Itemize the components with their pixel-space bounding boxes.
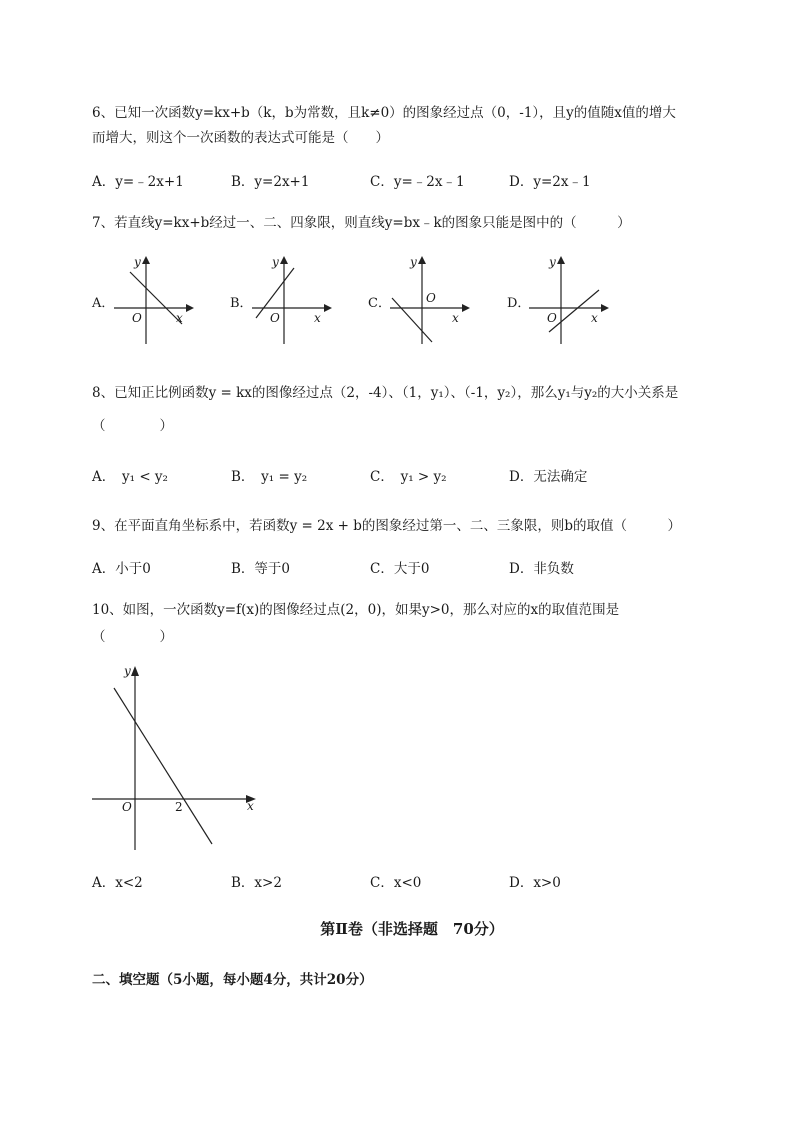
q10-text-line2: （ ） bbox=[92, 629, 173, 645]
y-axis-label: y bbox=[549, 255, 556, 269]
q7-graph-a bbox=[110, 252, 200, 347]
q8-option-d: D．无法确定 bbox=[509, 469, 588, 485]
origin-label: O bbox=[426, 291, 436, 305]
section2-subtitle: 二、填空题（5小题，每小题4分，共计20分） bbox=[92, 972, 373, 988]
q10-option-d: D．x>0 bbox=[509, 875, 561, 891]
q10-option-b: B．x>2 bbox=[231, 875, 282, 891]
q7-graph-c-label: C． bbox=[368, 296, 391, 311]
y-axis-label: y bbox=[272, 255, 279, 269]
q9-option-d: D．非负数 bbox=[509, 561, 574, 577]
q10-graph bbox=[88, 660, 268, 855]
q6-option-c: C．y=﹣2x﹣1 bbox=[370, 174, 465, 190]
q8-options bbox=[92, 465, 732, 485]
q7-graph-b bbox=[248, 252, 338, 347]
q9-option-a: A．小于0 bbox=[92, 561, 151, 577]
q8-text-line1: 8、已知正比例函数y = kx的图像经过点（2，-4）、（1，y₁）、（-1，y₂），那么y₁与y₂的大小关系是 bbox=[92, 385, 679, 401]
origin-label: O bbox=[270, 311, 280, 325]
q10-option-a: A．x<2 bbox=[92, 875, 143, 891]
q9-text: 9、在平面直角坐标系中，若函数y = 2x + b的图象经过第一、二、三象限，则b的取值（ ） bbox=[92, 518, 681, 534]
x-axis-label: x bbox=[452, 311, 459, 325]
q8-option-a: A． y₁ < y₂ bbox=[92, 469, 168, 485]
q7-graph-c bbox=[386, 252, 476, 347]
x-tick-2-label: 2 bbox=[175, 800, 183, 814]
q6-option-a: A．y=﹣2x+1 bbox=[92, 174, 184, 190]
q7-graph-b-label: B． bbox=[230, 296, 253, 311]
x-axis-label: x bbox=[247, 799, 254, 813]
q8-option-c: C． y₁ > y₂ bbox=[370, 469, 447, 485]
q6-option-d: D．y=2x﹣1 bbox=[509, 174, 591, 190]
origin-label: O bbox=[547, 311, 557, 325]
y-axis-label: y bbox=[124, 664, 131, 678]
q6-text-line2: 而增大，则这个一次函数的表达式可能是（ ） bbox=[92, 130, 389, 146]
y-axis-label: y bbox=[134, 255, 141, 269]
q7-graph-a-label: A． bbox=[92, 296, 115, 311]
x-axis-label: x bbox=[591, 311, 598, 325]
q10-text-line1: 10、如图，一次函数y=f(x)的图像经过点(2，0)，如果y>0，那么对应的x的取值范围是 bbox=[92, 602, 620, 618]
q9-option-b: B．等于0 bbox=[231, 561, 291, 577]
q6-text-line1: 6、已知一次函数y=kx+b（k，b为常数，且k≠0）的图象经过点（0，-1），且y的值随x值的增大 bbox=[92, 105, 676, 121]
x-axis-label: x bbox=[314, 311, 321, 325]
q7-text: 7、若直线y=kx+b经过一、二、四象限，则直线y=bx﹣k的图象只能是图中的（ ） bbox=[92, 215, 631, 231]
q6-options bbox=[92, 170, 732, 190]
q6-option-b: B．y=2x+1 bbox=[231, 174, 310, 190]
origin-label: O bbox=[122, 800, 132, 814]
section2-title: 第Ⅱ卷（非选择题 70分） bbox=[320, 920, 504, 938]
q10-option-c: C．x<0 bbox=[370, 875, 422, 891]
q10-options bbox=[92, 871, 732, 891]
q9-option-c: C．大于0 bbox=[370, 561, 430, 577]
x-axis-label: x bbox=[176, 311, 183, 325]
q10-function-line bbox=[114, 688, 212, 844]
q7-graph-d-label: D． bbox=[507, 296, 531, 311]
q8-option-b: B． y₁ = y₂ bbox=[231, 469, 308, 485]
q8-text-line2: （ ） bbox=[92, 418, 173, 434]
y-axis-label: y bbox=[410, 255, 417, 269]
q9-options bbox=[92, 557, 732, 577]
q7-graph-d bbox=[525, 252, 615, 347]
origin-label: O bbox=[132, 311, 142, 325]
